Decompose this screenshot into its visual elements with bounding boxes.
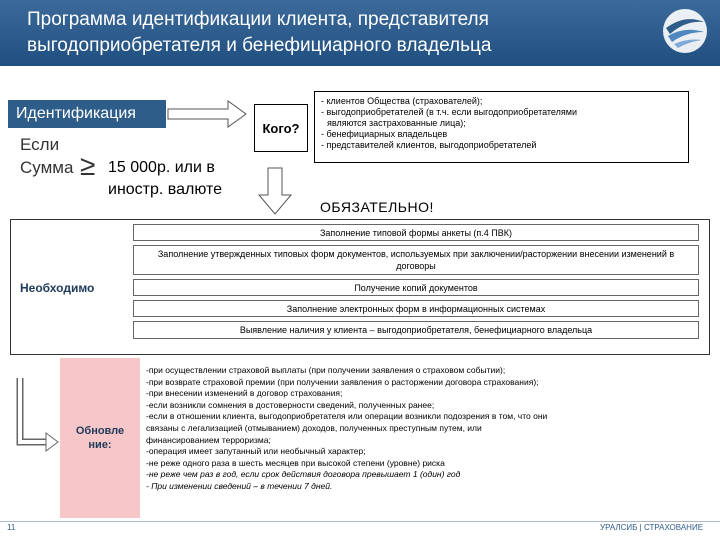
who-label: Кого? bbox=[254, 104, 308, 152]
necessary-item: Заполнение электронных форм в информационных системах bbox=[133, 300, 699, 317]
geq-symbol: ≥ bbox=[80, 150, 96, 181]
update-item: -не реже одного раза в шесть месяцев при высокой степени (уровне) риска bbox=[146, 457, 445, 468]
identification-label: Идентификация bbox=[8, 100, 166, 128]
update-item: -если в отношении клиента, выгодоприобретателя или операции возникли подозрения в том, что они bbox=[146, 411, 548, 422]
who-item: - выгодоприобретателей (в т.ч. если выгодоприобретателями bbox=[321, 107, 577, 117]
necessary-item: Заполнение типовой формы анкеты (п.4 ПВК) bbox=[133, 224, 699, 241]
update-item: связаны с легализацией (отмыванием) доходов, полученных преступным путем, или bbox=[146, 422, 482, 433]
who-item: являются застрахованные лица); bbox=[327, 118, 466, 128]
update-list bbox=[146, 365, 706, 493]
who-item: - бенефициарных владельцев bbox=[321, 129, 448, 139]
amount-line-1: 15 000р. или в bbox=[108, 159, 215, 176]
who-list bbox=[314, 91, 689, 163]
amount-line-2: иностр. валюте bbox=[108, 181, 223, 198]
update-label: Обновле ние: bbox=[75, 425, 125, 451]
update-item: -при возврате страховой премии (при получении заявления о расторжении договора страхования); bbox=[146, 376, 539, 387]
update-item: -если возникли сомнения в достоверности сведений, полученных ранее; bbox=[146, 399, 435, 410]
bent-arrow-icon bbox=[20, 378, 48, 442]
slide-title: Программа идентификации клиента, представителя выгодоприобретателя и бенефициарного владельца bbox=[27, 9, 492, 56]
update-item: -при внесении изменений в договор страхования; bbox=[146, 388, 343, 399]
condition-if: Если bbox=[20, 135, 60, 154]
footer-brand: УРАЛСИБ | СТРАХОВАНИЕ bbox=[600, 523, 704, 532]
down-arrow-icon bbox=[259, 168, 291, 214]
update-item: - При изменении сведений – в течении 7 дней. bbox=[146, 480, 333, 491]
update-item: -при осуществлении страховой выплаты (при получении заявления о страховом событии); bbox=[146, 365, 506, 375]
update-item: -не реже чем раз в год, если срок действия договора превышает 1 (один) год bbox=[146, 469, 461, 480]
necessary-item: Заполнение утвержденных типовых форм документов, используемых при заключении/расторжении внесении изменений в договоры bbox=[133, 245, 699, 275]
right-arrow-icon bbox=[168, 101, 246, 127]
necessary-label: Необходимо bbox=[20, 281, 95, 295]
page-number: 11 bbox=[7, 523, 16, 532]
who-item: - клиентов Общества (страхователей); bbox=[321, 96, 483, 106]
necessary-item: Получение копий документов bbox=[133, 279, 699, 296]
who-item: - представителей клиентов, выгодоприобретателей bbox=[321, 140, 537, 150]
update-item: финансированием терроризма; bbox=[146, 434, 271, 445]
necessary-item: Выявление наличия у клиента – выгодоприобретателя, бенефициарного владельца bbox=[133, 321, 699, 339]
update-item: -операция имеет запутанный или необычный характер; bbox=[146, 446, 366, 457]
footer-divider bbox=[0, 521, 720, 522]
mandatory-label: ОБЯЗАТЕЛЬНО! bbox=[320, 199, 434, 215]
condition-sum: Сумма bbox=[20, 158, 74, 177]
